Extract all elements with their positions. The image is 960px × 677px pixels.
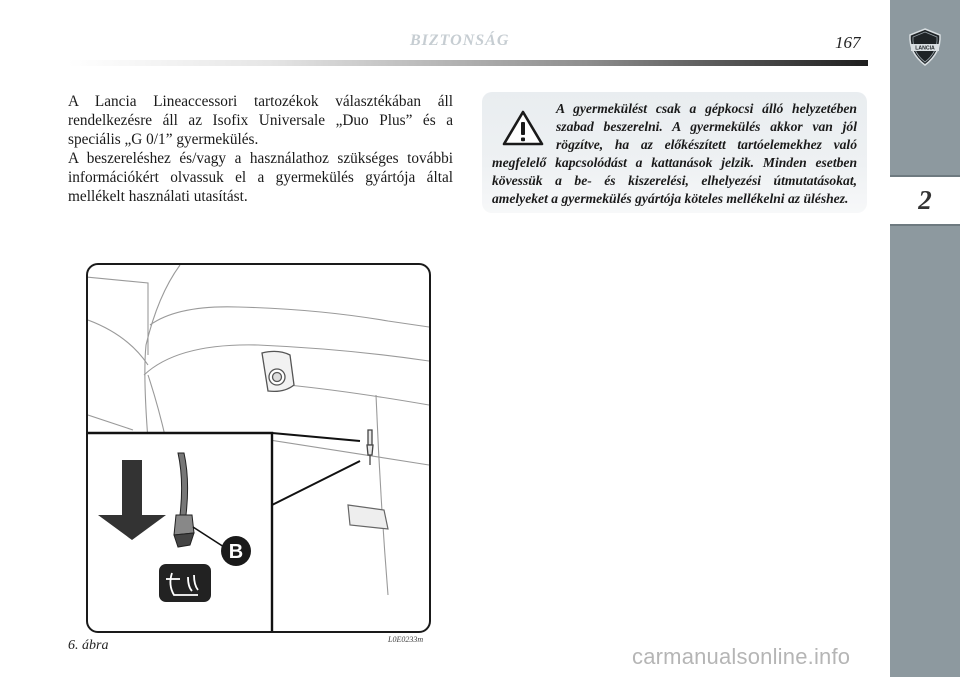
body-paragraph: A Lancia Lineaccessori tartozékok választékában áll rendelkezésre áll az Isofix Universale „Duo Plus” és a speciális „G 0/1” gyermekülés.	[68, 93, 453, 148]
chapter-number: 2	[918, 185, 932, 215]
warning-box	[482, 92, 867, 213]
lancia-logo-icon	[906, 27, 944, 67]
isofix-illustration	[88, 265, 429, 631]
warning-text: A gyermekülést csak a gépkocsi álló helyzetében szabad beszerelni. A gyermekülés akkor van jól rögzítve, ha az előkészített tartóelemekhez való megfelelő kapcsolódást a kattanások jelzik. Minden esetben kövessük a be- és kiszerelési, elhelyezési útmutatásokat, amelyeket a gyermekülés gyártója köteles mellékelni az üléshez.	[492, 101, 857, 206]
figure-code: L0E0233m	[388, 635, 424, 644]
figure-illustration	[86, 263, 431, 633]
header-rule	[68, 60, 868, 66]
body-text	[68, 92, 453, 206]
figure-caption: 6. ábra	[68, 638, 109, 653]
callout-b: B	[228, 541, 244, 563]
side-band	[890, 0, 960, 677]
logo-text: LANCIA	[915, 45, 935, 52]
body-paragraph: A beszereléshez és/vagy a használathoz szükséges további információkért olvassuk el a gyermekülés gyártója által mellékelt használati utasítást.	[68, 150, 453, 205]
watermark: carmanualsonline.info	[632, 644, 851, 669]
page-number: 167	[835, 33, 861, 52]
warning-triangle-icon	[502, 110, 544, 146]
chapter-tab[interactable]	[890, 175, 960, 226]
section-title: BIZTONSÁG	[410, 32, 510, 49]
